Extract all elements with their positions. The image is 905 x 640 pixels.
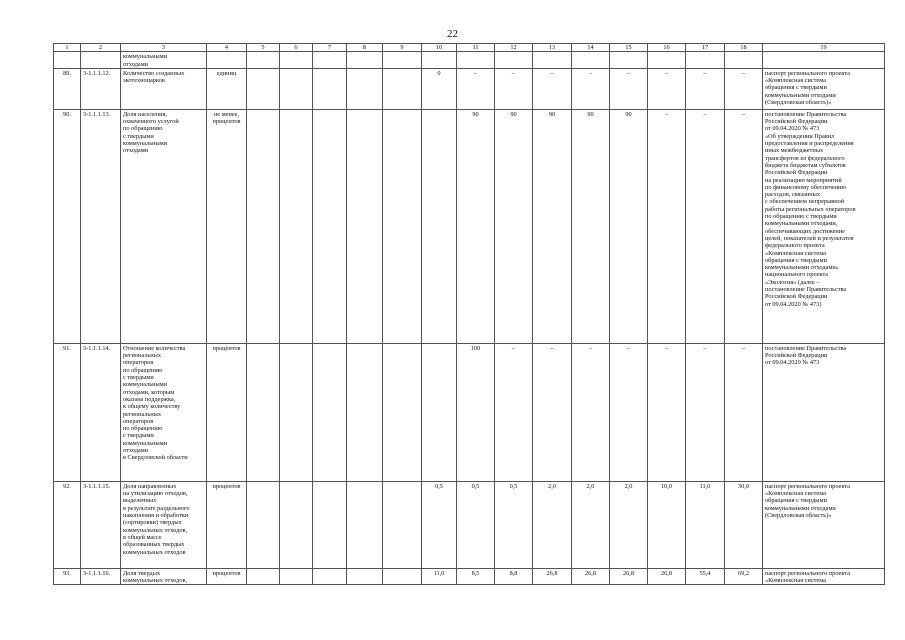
value-cell: 8,8 bbox=[495, 568, 533, 585]
unit-cell: процентов bbox=[207, 343, 247, 481]
indicator-code-cell: 3-1.1.1.16. bbox=[81, 568, 121, 585]
value-cell: 100 bbox=[457, 343, 495, 481]
table-row bbox=[54, 109, 885, 343]
value-cell bbox=[313, 481, 347, 568]
value-cell: 90 bbox=[572, 109, 610, 343]
page-number: 22 bbox=[447, 28, 458, 40]
unit-cell: единиц bbox=[207, 68, 247, 109]
value-cell: 69,2 bbox=[725, 568, 763, 585]
table-row bbox=[54, 568, 885, 585]
column-number-19: 19 bbox=[763, 44, 885, 52]
value-cell: – bbox=[495, 68, 533, 109]
column-number-5: 5 bbox=[247, 44, 280, 52]
value-cell: 55,4 bbox=[686, 568, 725, 585]
value-cell bbox=[280, 68, 313, 109]
column-number-15: 15 bbox=[610, 44, 648, 52]
value-cell: 2,0 bbox=[572, 481, 610, 568]
row-number-cell: 92. bbox=[54, 481, 81, 568]
table-row bbox=[54, 343, 885, 481]
value-cell bbox=[247, 568, 280, 585]
row-number-cell: 91. bbox=[54, 343, 81, 481]
column-number-9: 9 bbox=[383, 44, 422, 52]
value-cell bbox=[313, 109, 347, 343]
column-number-17: 17 bbox=[686, 44, 725, 52]
value-cell: – bbox=[572, 68, 610, 109]
row-number-cell: 93. bbox=[54, 568, 81, 585]
value-cell: 26,8 bbox=[648, 568, 686, 585]
continued-name-cell: коммунальными отходами bbox=[121, 52, 207, 69]
value-cell: – bbox=[495, 343, 533, 481]
value-cell bbox=[247, 68, 280, 109]
value-cell: 0,5 bbox=[422, 481, 457, 568]
column-number-7: 7 bbox=[313, 44, 347, 52]
unit-cell: процентов bbox=[207, 481, 247, 568]
value-cell: – bbox=[533, 343, 572, 481]
table-row bbox=[54, 481, 885, 568]
column-number-13: 13 bbox=[533, 44, 572, 52]
value-cell: – bbox=[610, 68, 648, 109]
indicator-code-cell: 3-1.1.1.14. bbox=[81, 343, 121, 481]
column-number-2: 2 bbox=[81, 44, 121, 52]
column-number-3: 3 bbox=[121, 44, 207, 52]
column-number-8: 8 bbox=[347, 44, 383, 52]
value-cell: 26,8 bbox=[533, 568, 572, 585]
unit-cell: не менее, процентов bbox=[207, 109, 247, 343]
value-cell: – bbox=[457, 68, 495, 109]
value-cell bbox=[280, 343, 313, 481]
value-cell bbox=[247, 109, 280, 343]
value-cell bbox=[347, 343, 383, 481]
row-number-cell: 90. bbox=[54, 109, 81, 343]
value-cell: 11,0 bbox=[686, 481, 725, 568]
value-cell: 90 bbox=[610, 109, 648, 343]
value-cell bbox=[313, 343, 347, 481]
value-cell bbox=[383, 568, 422, 585]
value-cell bbox=[347, 109, 383, 343]
indicator-name-cell: Доля направленных на утилизацию отходов, выделенных в результате раздельного накопления и обработки (сортировки) твердых коммунальных отходов, в общей массе образованных твердых коммунальных отходов bbox=[121, 481, 207, 568]
source-cell: паспорт регионального проекта «Комплексная система bbox=[763, 568, 885, 585]
indicator-table bbox=[53, 43, 885, 585]
value-cell: – bbox=[725, 68, 763, 109]
value-cell: – bbox=[648, 109, 686, 343]
indicator-name-cell: Отношение количества региональных операторов по обращению с твердыми коммунальными отходами, которым оказана поддержка, к общему количеству региональных операторов по обращению с твердыми коммунальными отходами в Свердловской области bbox=[121, 343, 207, 481]
value-cell bbox=[422, 343, 457, 481]
value-cell: 90 bbox=[533, 109, 572, 343]
column-number-4: 4 bbox=[207, 44, 247, 52]
column-number-6: 6 bbox=[280, 44, 313, 52]
value-cell: 26,8 bbox=[610, 568, 648, 585]
value-cell: 8,5 bbox=[457, 568, 495, 585]
value-cell: 90 bbox=[457, 109, 495, 343]
source-cell: паспорт регионального проекта «Комплексная система обращения с твердыми коммунальными отходами (Свердловская область)» bbox=[763, 68, 885, 109]
value-cell bbox=[313, 68, 347, 109]
value-cell: 2,0 bbox=[533, 481, 572, 568]
value-cell bbox=[247, 481, 280, 568]
value-cell bbox=[347, 568, 383, 585]
column-number-1: 1 bbox=[54, 44, 81, 52]
value-cell: – bbox=[533, 68, 572, 109]
indicator-code-cell: 3-1.1.1.15. bbox=[81, 481, 121, 568]
value-cell bbox=[347, 481, 383, 568]
value-cell bbox=[422, 109, 457, 343]
column-number-18: 18 bbox=[725, 44, 763, 52]
value-cell bbox=[247, 343, 280, 481]
value-cell: 10,0 bbox=[648, 481, 686, 568]
value-cell: – bbox=[686, 343, 725, 481]
column-number-12: 12 bbox=[495, 44, 533, 52]
indicator-name-cell: Доля населения, охваченного услугой по обращению с твердыми коммунальными отходами bbox=[121, 109, 207, 343]
indicator-name-cell: Количество созданных экотехнопарков bbox=[121, 68, 207, 109]
value-cell: – bbox=[648, 68, 686, 109]
column-number-14: 14 bbox=[572, 44, 610, 52]
value-cell bbox=[383, 343, 422, 481]
value-cell bbox=[280, 568, 313, 585]
value-cell: 2,0 bbox=[610, 481, 648, 568]
value-cell: 30,0 bbox=[725, 481, 763, 568]
column-number-11: 11 bbox=[457, 44, 495, 52]
value-cell bbox=[280, 481, 313, 568]
column-number-row bbox=[54, 44, 885, 52]
value-cell: – bbox=[610, 343, 648, 481]
value-cell: 11,0 bbox=[422, 568, 457, 585]
value-cell bbox=[383, 481, 422, 568]
indicator-code-cell: 3-1.1.1.13. bbox=[81, 109, 121, 343]
value-cell: – bbox=[686, 109, 725, 343]
indicator-name-cell: Доля твердых коммунальных отходов, bbox=[121, 568, 207, 585]
value-cell bbox=[347, 68, 383, 109]
value-cell: 0 bbox=[422, 68, 457, 109]
value-cell: – bbox=[725, 343, 763, 481]
source-cell: постановление Правительства Российской Федерации от 09.04.2020 № 473 «Об утверждении Правил предоставления и распределения иных межбюджетных трансфертов из федерального бюджета бюджетам субъектов Российской Федерации на реализацию мероприятий по финансовому обеспечению расходов, связанных с обеспечением непрерывной работы региональных операторов по обращению с твердыми коммунальными отходами, обеспечивающих достижение целей, показателей и результатов федерального проекта «Комплексная система обращения с твердыми коммунальными отходами» национального проекта «Экология» (далее – постановление Правительства Российской Федерации от 09.04.2020 № 473) bbox=[763, 109, 885, 343]
row-number-cell: 89. bbox=[54, 68, 81, 109]
value-cell bbox=[313, 568, 347, 585]
source-cell: постановление Правительства Российской Федерации от 09.04.2020 № 473 bbox=[763, 343, 885, 481]
indicator-code-cell: 3-1.1.1.12. bbox=[81, 68, 121, 109]
value-cell: – bbox=[686, 68, 725, 109]
continued-row bbox=[54, 52, 885, 69]
unit-cell: процентов bbox=[207, 568, 247, 585]
value-cell: – bbox=[648, 343, 686, 481]
value-cell: – bbox=[725, 109, 763, 343]
value-cell: – bbox=[572, 343, 610, 481]
value-cell bbox=[383, 109, 422, 343]
column-number-16: 16 bbox=[648, 44, 686, 52]
table-row bbox=[54, 68, 885, 109]
column-number-10: 10 bbox=[422, 44, 457, 52]
source-cell: паспорт регионального проекта «Комплексная система обращения с твердыми коммунальными отходами (Свердловская область)» bbox=[763, 481, 885, 568]
value-cell: 90 bbox=[495, 109, 533, 343]
value-cell bbox=[280, 109, 313, 343]
value-cell bbox=[383, 68, 422, 109]
value-cell: 0,5 bbox=[495, 481, 533, 568]
value-cell: 26,8 bbox=[572, 568, 610, 585]
value-cell: 0,5 bbox=[457, 481, 495, 568]
